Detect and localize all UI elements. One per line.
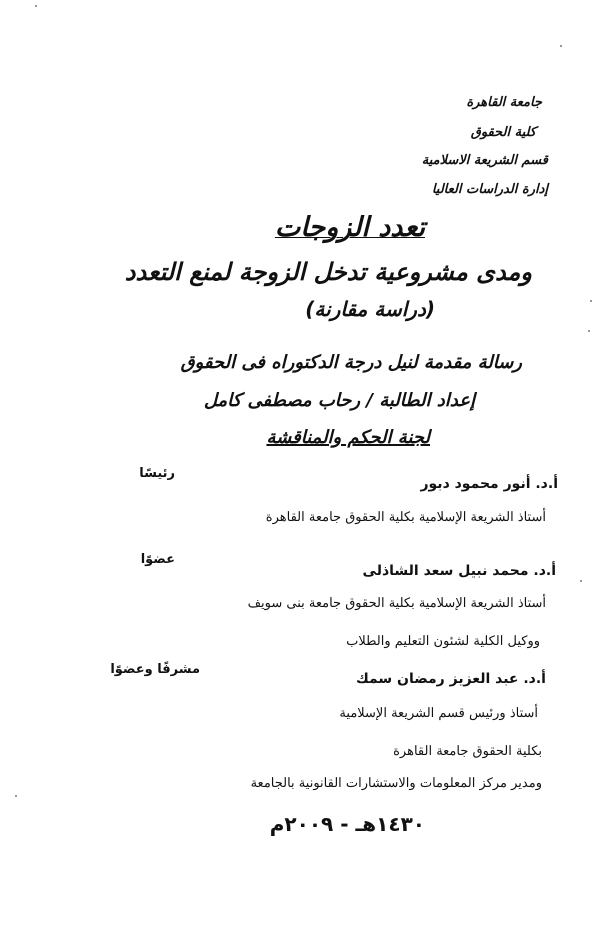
committee-member-title: أستاذ الشريعة الإسلامية بكلية الحقوق جامعة بنى سويف xyxy=(247,596,546,611)
thesis-date: ١٤٣٠هـ - ٢٠٠٩م xyxy=(269,812,425,836)
committee-member-title: أستاذ الشريعة الإسلامية بكلية الحقوق جامعة القاهرة xyxy=(265,510,546,525)
committee-member-name: أ.د. عبد العزيز رمضان سمك xyxy=(355,671,546,687)
department-name: قسم الشريعة الاسلامية xyxy=(421,153,548,168)
committee-member-name: أ.د. أنور محمود دبور xyxy=(420,476,558,492)
faculty-name: كلية الحقوق xyxy=(470,125,536,140)
committee-member-role: رئيسًا xyxy=(139,466,175,481)
scan-speck xyxy=(35,5,37,7)
committee-member-name: أ.د. محمد نبيل سعد الشاذلى xyxy=(362,563,556,579)
committee-heading: لجنة الحكم والمناقشة xyxy=(266,427,430,448)
author-line: إعداد الطالبة / رحاب مصطفى كامل xyxy=(203,390,475,411)
scan-speck xyxy=(560,45,562,47)
scan-speck xyxy=(588,330,590,332)
scan-speck xyxy=(580,580,582,582)
committee-member-title: ووكيل الكلية لشئون التعليم والطلاب xyxy=(346,634,540,649)
university-name: جامعة القاهرة xyxy=(466,95,542,110)
thesis-title: تعدد الزوجات xyxy=(274,212,425,243)
committee-member-role: مشرفًا وعضوًا xyxy=(110,662,200,677)
committee-member-role: عضوًا xyxy=(140,552,175,567)
thesis-title-line2: ومدى مشروعية تدخل الزوجة لمنع التعدد xyxy=(124,258,532,286)
committee-member-title: بكلية الحقوق جامعة القاهرة xyxy=(393,744,542,759)
administration-name: إدارة الدراسات العاليا xyxy=(431,182,548,197)
scan-speck xyxy=(590,300,592,302)
scan-speck xyxy=(15,795,17,797)
committee-member-title: أستاذ ورئيس قسم الشريعة الإسلامية xyxy=(339,706,538,721)
degree-statement: رسالة مقدمة لنيل درجة الدكتوراه فى الحقوق xyxy=(180,352,522,373)
thesis-title-line3: (دراسة مقارنة) xyxy=(305,297,435,321)
committee-member-title: ومدير مركز المعلومات والاستشارات القانونية بالجامعة xyxy=(250,776,542,791)
